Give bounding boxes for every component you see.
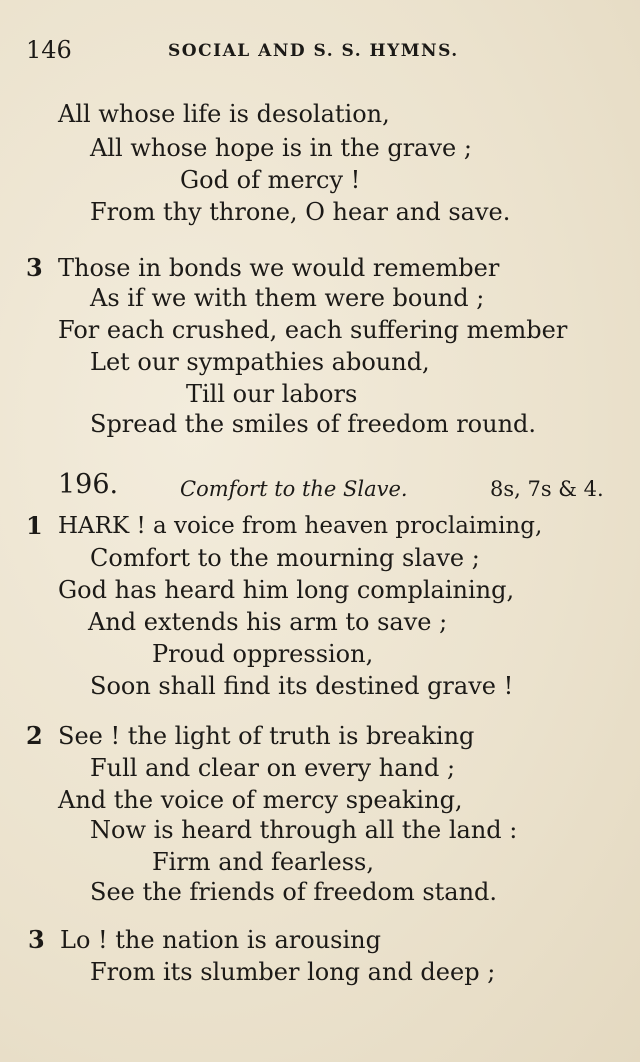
continuation-line-4: From thy throne, O hear and save. (90, 198, 511, 226)
verse-line: Comfort to the mourning slave ; (90, 544, 480, 572)
verse-line: Till our labors (186, 380, 358, 408)
page-number: 146 (26, 36, 72, 64)
verse-line: From its slumber long and deep ; (90, 958, 496, 986)
verse-line: Now is heard through all the land : (90, 816, 518, 844)
verse-line: Soon shall find its destined grave ! (90, 672, 514, 700)
verse-line: Lo ! the nation is arousing (60, 926, 381, 954)
verse-number: 2 (26, 721, 43, 750)
verse-line: As if we with them were bound ; (90, 284, 485, 312)
hymn-title: Comfort to the Slave. (180, 477, 408, 501)
verse-line: Spread the smiles of freedom round. (90, 410, 537, 438)
verse-line: Let our sympathies abound, (90, 348, 430, 376)
continuation-line-2: All whose hope is in the grave ; (90, 134, 472, 162)
hymn-number: 196. (58, 469, 119, 500)
verse-number: 3 (28, 925, 45, 954)
continuation-line-3: God of mercy ! (180, 166, 361, 194)
verse-line: Firm and fearless, (152, 848, 374, 876)
verse-line: Those in bonds we would remember (58, 254, 500, 282)
verse-line: HARK ! a voice from heaven proclaiming, (58, 513, 543, 539)
verse-number: 3 (26, 253, 43, 282)
verse-line: See the friends of freedom stand. (90, 878, 498, 906)
verse-line: Full and clear on every hand ; (90, 754, 456, 782)
running-title: SOCIAL AND S. S. HYMNS. (168, 41, 459, 61)
verse-line: And the voice of mercy speaking, (58, 786, 463, 814)
verse-line: Proud oppression, (152, 640, 374, 668)
verse-line: For each crushed, each suffering member (58, 316, 568, 344)
hymn-meter: 8s, 7s & 4. (490, 477, 604, 501)
continuation-line-1: All whose life is desolation, (58, 100, 390, 128)
verse-line: See ! the light of truth is breaking (58, 722, 475, 750)
verse-line: God has heard him long complaining, (58, 576, 515, 604)
verse-number: 1 (26, 511, 43, 540)
verse-line: And extends his arm to save ; (88, 608, 448, 636)
